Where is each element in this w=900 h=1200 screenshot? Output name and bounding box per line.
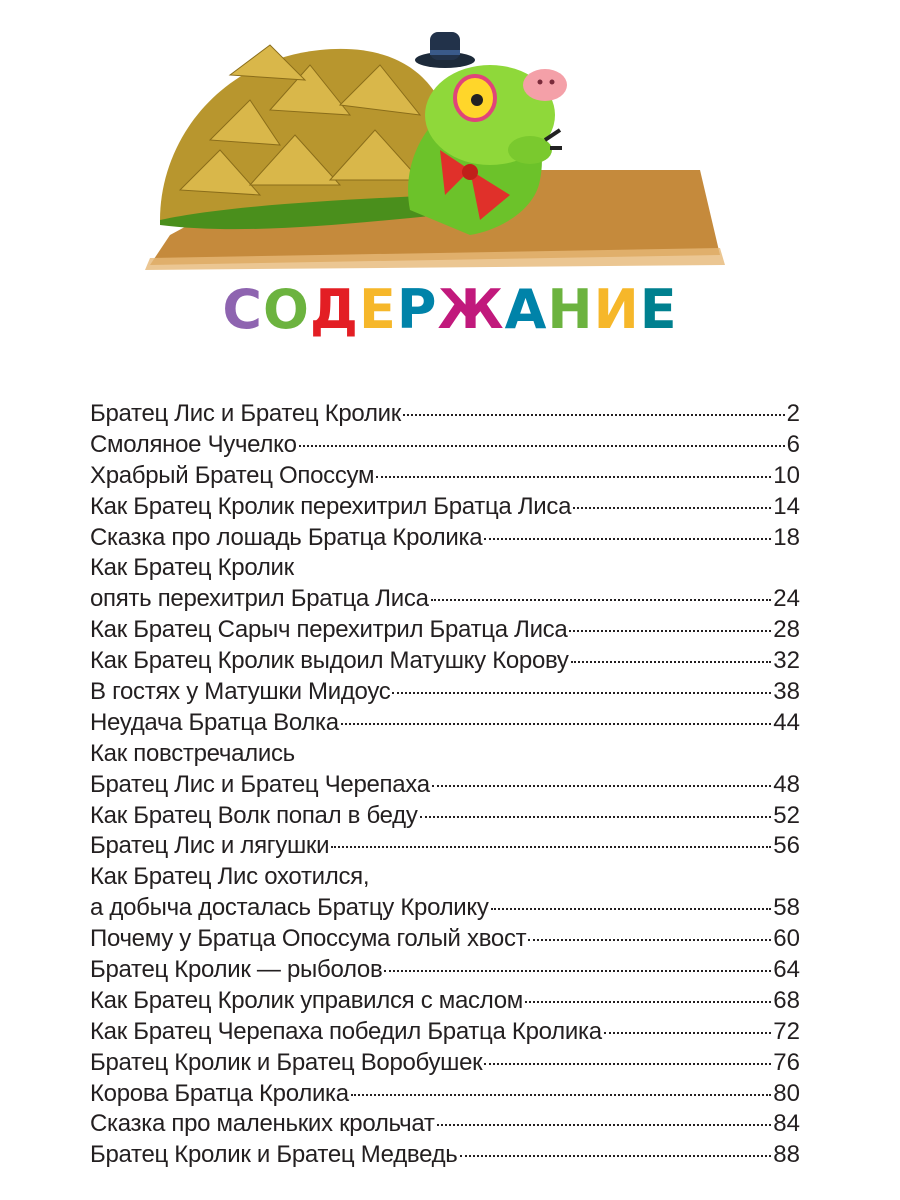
- toc-entry[interactable]: [90, 1109, 800, 1140]
- title-letter: Н: [547, 278, 594, 341]
- dot-leader: [299, 445, 785, 447]
- toc-entry[interactable]: [90, 492, 800, 523]
- page-title: [0, 278, 900, 341]
- toc-entry[interactable]: [90, 986, 800, 1017]
- dot-leader: [376, 476, 771, 478]
- dot-leader: [571, 661, 772, 663]
- toc-page-number: 14: [773, 492, 800, 520]
- toc-page-number: 72: [773, 1017, 800, 1045]
- toc-entry-title: Сказка про маленьких крольчат: [90, 1110, 435, 1138]
- dot-leader: [403, 414, 785, 416]
- toc-entry-title: Братец Лис и Братец Черепаха: [90, 770, 430, 798]
- toc-page-number: 60: [773, 925, 800, 953]
- toc-entry-title: Братец Кролик и Братец Воробушек: [90, 1048, 483, 1076]
- toc-entry-title: Братец Кролик и Братец Медведь: [90, 1141, 458, 1169]
- dot-leader: [573, 507, 771, 509]
- toc-page-number: 88: [773, 1141, 800, 1169]
- toc-entry[interactable]: [90, 615, 800, 646]
- toc-entry[interactable]: [90, 461, 800, 492]
- title-letter: С: [222, 278, 263, 341]
- title-letter: А: [504, 278, 548, 341]
- toc-page-number: 58: [773, 894, 800, 922]
- title-letter: Д: [309, 278, 359, 341]
- dot-leader: [525, 1001, 771, 1003]
- dot-leader: [484, 538, 771, 540]
- toc-entry-title: Неудача Братца Волка: [90, 708, 339, 736]
- toc-entry-line[interactable]: [90, 553, 800, 584]
- toc-page-number: 64: [773, 956, 800, 984]
- toc-page-number: 32: [773, 647, 800, 675]
- dot-leader: [432, 785, 772, 787]
- toc-entry[interactable]: [90, 801, 800, 832]
- toc-entry-title: Сказка про лошадь Братца Кролика: [90, 523, 483, 551]
- toc-page-number: 24: [773, 585, 800, 613]
- toc-page-number: 44: [773, 708, 800, 736]
- title-letter: Е: [358, 278, 397, 341]
- toc-entry-title: Как Братец Кролик управился с маслом: [90, 986, 523, 1014]
- toc-page-number: 76: [773, 1048, 800, 1076]
- toc-page-number: 48: [773, 770, 800, 798]
- title-letter: И: [593, 278, 640, 341]
- toc-entry-title: Как Братец Сарыч перехитрил Братца Лиса: [90, 616, 568, 644]
- toc-entry[interactable]: [90, 1140, 800, 1171]
- toc-entry[interactable]: [90, 770, 800, 801]
- dot-leader: [569, 630, 771, 632]
- toc-entry[interactable]: [90, 1017, 800, 1048]
- toc-entry-title: Как Братец Волк попал в беду: [90, 801, 418, 829]
- toc-entry[interactable]: [90, 430, 800, 461]
- toc-entry-title: Братец Кролик — рыболов: [90, 956, 383, 984]
- toc-entry-title: В гостях у Матушки Мидоус: [90, 678, 391, 706]
- toc-entry-title: а добыча досталась Братцу Кролику: [90, 894, 489, 922]
- toc-page-number: 52: [773, 801, 800, 829]
- dot-leader: [460, 1155, 772, 1157]
- dot-leader: [484, 1063, 771, 1065]
- toc-entry-title: Как Братец Кролик выдоил Матушку Корову: [90, 647, 569, 675]
- toc-page-number: 10: [773, 461, 800, 489]
- toc-entry[interactable]: [90, 924, 800, 955]
- title-letter: Е: [639, 278, 678, 341]
- toc-entry-title: Как Братец Черепаха победил Братца Кролика: [90, 1017, 602, 1045]
- toc-entry[interactable]: [90, 955, 800, 986]
- toc-entry[interactable]: [90, 523, 800, 554]
- toc-entry-title: Как Братец Кролик: [90, 554, 294, 582]
- toc-entry-title: опять перехитрил Братца Лиса: [90, 585, 429, 613]
- toc-page-number: 18: [773, 523, 800, 551]
- toc-entry-line[interactable]: [90, 739, 800, 770]
- dot-leader: [341, 723, 771, 725]
- toc-entry-title: Смоляное Чучелко: [90, 430, 297, 458]
- toc-page-number: 38: [773, 678, 800, 706]
- dot-leader: [331, 846, 771, 848]
- dot-leader: [392, 692, 771, 694]
- title-letter: Р: [396, 278, 438, 341]
- dot-leader: [351, 1094, 771, 1096]
- toc-page-number: 28: [773, 616, 800, 644]
- toc-entry[interactable]: [90, 646, 800, 677]
- toc-entry[interactable]: [90, 893, 800, 924]
- table-of-contents: [90, 399, 800, 1171]
- toc-page-number: 6: [786, 430, 800, 458]
- toc-page-number: 84: [773, 1110, 800, 1138]
- toc-entry-line[interactable]: [90, 862, 800, 893]
- toc-entry[interactable]: [90, 831, 800, 862]
- toc-entry[interactable]: [90, 1048, 800, 1079]
- toc-entry-title: Храбрый Братец Опоссум: [90, 461, 375, 489]
- dot-leader: [384, 970, 771, 972]
- title-letter: О: [262, 278, 310, 341]
- toc-page-number: 80: [773, 1079, 800, 1107]
- toc-page-number: 68: [773, 986, 800, 1014]
- title-letter: Ж: [437, 278, 505, 341]
- dot-leader: [604, 1032, 772, 1034]
- toc-page-number: 56: [773, 832, 800, 860]
- dot-leader: [491, 908, 772, 910]
- toc-entry[interactable]: [90, 399, 800, 430]
- toc-entry[interactable]: [90, 677, 800, 708]
- dot-leader: [431, 599, 772, 601]
- toc-entry-title: Как Братец Кролик перехитрил Братца Лиса: [90, 492, 572, 520]
- toc-entry[interactable]: [90, 1079, 800, 1110]
- toc-entry-title: Братец Лис и Братец Кролик: [90, 400, 401, 427]
- toc-page-number: 2: [786, 400, 800, 427]
- dot-leader: [528, 939, 771, 941]
- toc-entry[interactable]: [90, 708, 800, 739]
- toc-entry-title: Корова Братца Кролика: [90, 1079, 349, 1107]
- toc-entry-title: Братец Лис и лягушки: [90, 832, 330, 860]
- toc-entry[interactable]: [90, 584, 800, 615]
- dot-leader: [420, 816, 772, 818]
- toc-entry-title: Как Братец Лис охотился,: [90, 863, 370, 891]
- turtle-illustration: [140, 20, 730, 270]
- dot-leader: [437, 1124, 772, 1126]
- toc-entry-title: Как повстречались: [90, 739, 295, 767]
- toc-entry-title: Почему у Братца Опоссума голый хвост: [90, 925, 527, 953]
